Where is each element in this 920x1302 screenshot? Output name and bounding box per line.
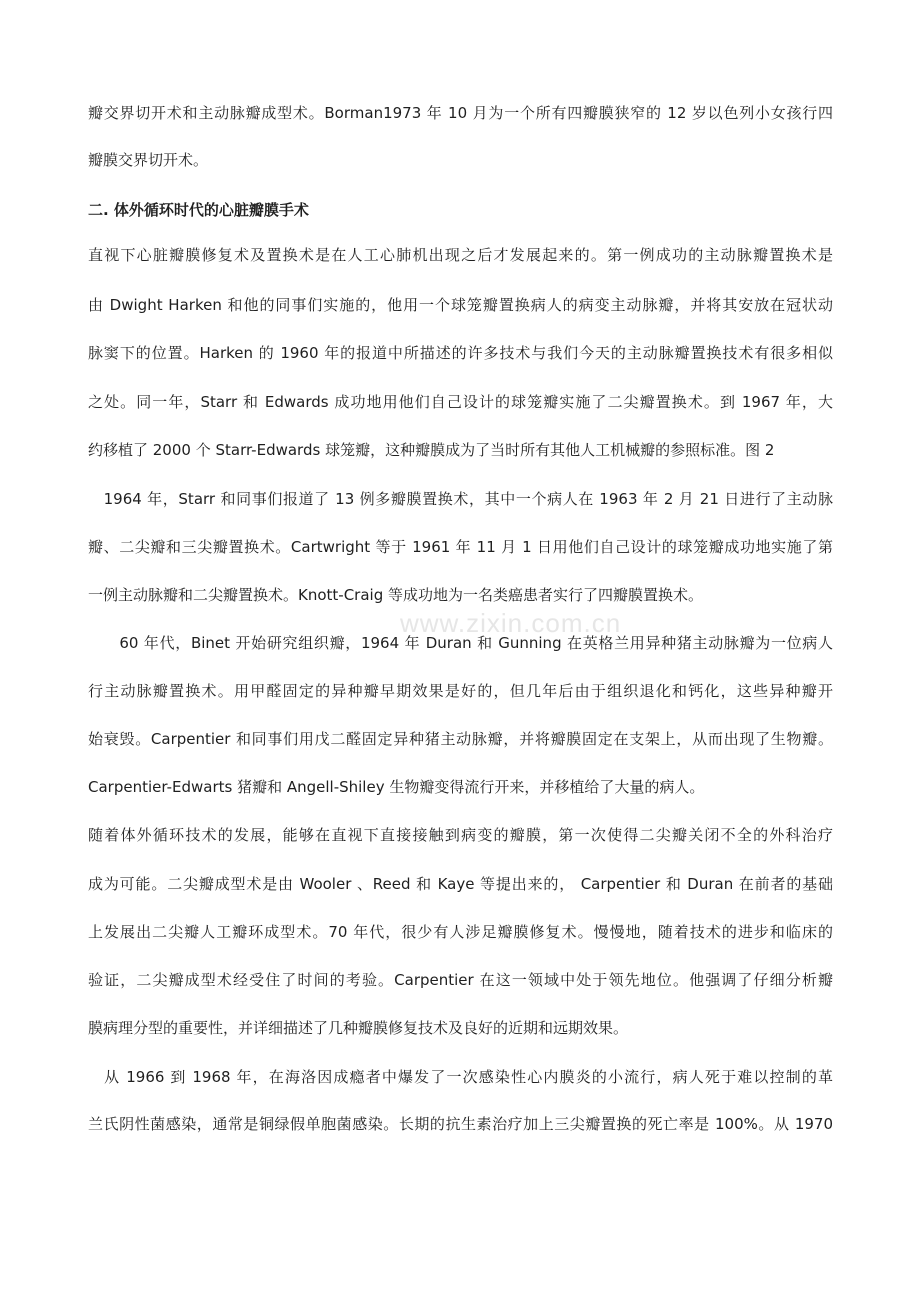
text-line: 随着体外循环技术的发展，能够在直视下直接接触到病变的瓣膜，第一次使得二尖瓣关闭不全的外科治疗	[88, 826, 833, 844]
text-line: 60 年代，Binet 开始研究组织瓣，1964 年 Duran 和 Gunning 在英格兰用异种猪主动脉瓣为一位病人	[88, 634, 833, 652]
watermark: www.zixin.com.cn	[400, 608, 622, 638]
text-line: 直视下心脏瓣膜修复术及置换术是在人工心肺机出现之后才发展起来的。第一例成功的主动脉瓣置换术是	[88, 246, 833, 264]
text-line: 上发展出二尖瓣人工瓣环成型术。70 年代，很少有人涉足瓣膜修复术。慢慢地，随着技术的进步和临床的	[88, 923, 833, 941]
text-line: 瓣、二尖瓣和三尖瓣置换术。Cartwright 等于 1961 年 11 月 1 日用他们自己设计的球笼瓣成功地实施了第	[88, 538, 833, 556]
text-line: 脉窦下的位置。Harken 的 1960 年的报道中所描述的许多技术与我们今天的主动脉瓣置换技术有很多相似	[88, 344, 833, 362]
section-heading: 二. 体外循环时代的心脏瓣膜手术	[88, 201, 309, 219]
text-line: 从 1966 到 1968 年，在海洛因成瘾者中爆发了一次感染性心内膜炎的小流行，病人死于难以控制的革	[88, 1068, 833, 1086]
text-line: 行主动脉瓣置换术。用甲醛固定的异种瓣早期效果是好的，但几年后由于组织退化和钙化，这些异种瓣开	[88, 682, 833, 700]
text-line: 之处。同一年，Starr 和 Edwards 成功地用他们自己设计的球笼瓣实施了二尖瓣置换术。到 1967 年，大	[88, 393, 833, 411]
text-line: 验证，二尖瓣成型术经受住了时间的考验。Carpentier 在这一领域中处于领先地位。他强调了仔细分析瓣	[88, 971, 833, 989]
text-line: Carpentier-Edwarts 猪瓣和 Angell-Shiley 生物瓣变得流行开来，并移植给了大量的病人。	[88, 778, 705, 796]
text-line: 一例主动脉瓣和二尖瓣置换术。Knott-Craig 等成功地为一名类癌患者实行了四瓣膜置换术。	[88, 586, 703, 604]
text-line: 约移植了 2000 个 Starr-Edwards 球笼瓣，这种瓣膜成为了当时所有其他人工机械瓣的参照标准。图 2	[88, 441, 775, 459]
text-line: 成为可能。二尖瓣成型术是由 Wooler 、Reed 和 Kaye 等提出来的， Carpentier 和 Duran 在前者的基础	[88, 875, 833, 893]
text-line: 瓣膜交界切开术。	[88, 151, 209, 169]
text-line: 瓣交界切开术和主动脉瓣成型术。Borman1973 年 10 月为一个所有四瓣膜狭窄的 12 岁以色列小女孩行四	[88, 104, 833, 122]
text-line: 始衰毁。Carpentier 和同事们用戊二醛固定异种猪主动脉瓣，并将瓣膜固定在支架上，从而出现了生物瓣。	[88, 730, 833, 748]
text-line: 1964 年，Starr 和同事们报道了 13 例多瓣膜置换术，其中一个病人在 1963 年 2 月 21 日进行了主动脉	[88, 490, 833, 508]
text-line: 兰氏阴性菌感染，通常是铜绿假单胞菌感染。长期的抗生素治疗加上三尖瓣置换的死亡率是 100%。从 1970	[88, 1115, 833, 1133]
text-line: 膜病理分型的重要性，并详细描述了几种瓣膜修复技术及良好的近期和远期效果。	[88, 1019, 629, 1037]
text-line: 由 Dwight Harken 和他的同事们实施的，他用一个球笼瓣置换病人的病变主动脉瓣，并将其安放在冠状动	[88, 296, 833, 314]
